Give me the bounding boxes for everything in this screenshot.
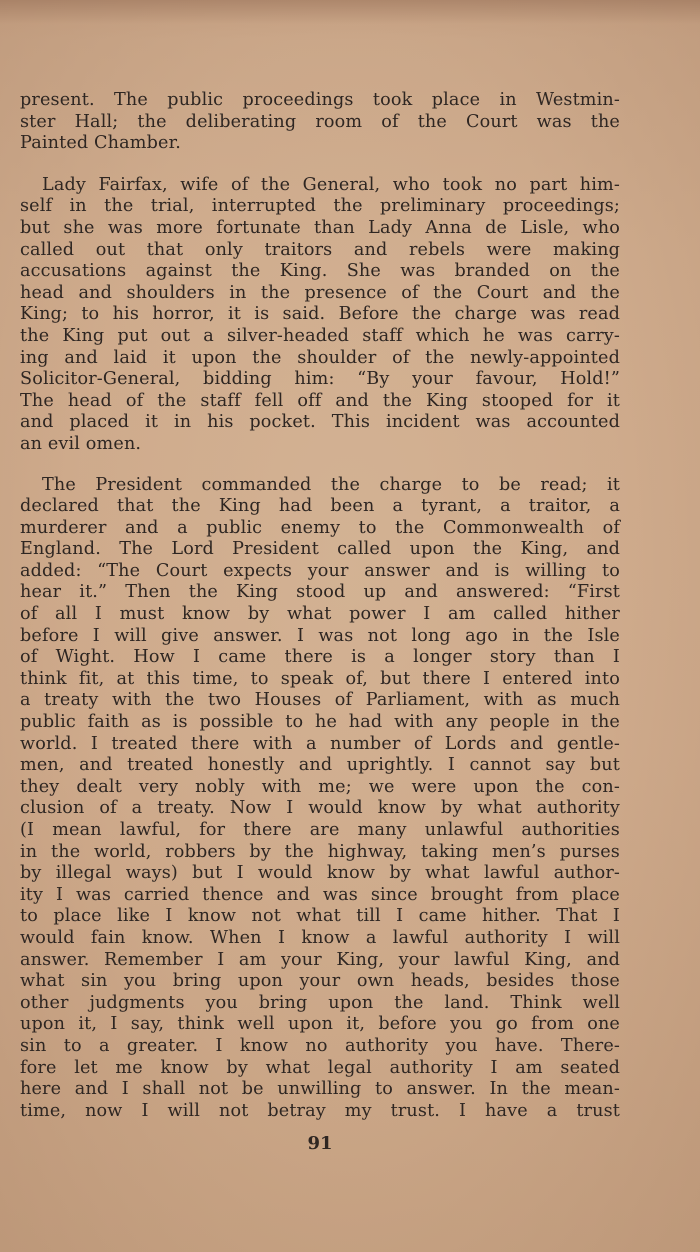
text-line: called out that only traitors and rebels were making bbox=[20, 239, 620, 260]
text-line: The head of the staff fell off and the King stooped for it bbox=[20, 390, 620, 411]
text-line: sin to a greater. I know no authority you have. There- bbox=[20, 1035, 620, 1056]
text-line: murderer and a public enemy to the Commonwealth of bbox=[20, 517, 620, 538]
text-line: The President commanded the charge to be read; it bbox=[42, 474, 620, 495]
text-line: before I will give answer. I was not long ago in the Isle bbox=[20, 625, 620, 646]
text-line: by illegal ways) but I would know by what lawful author- bbox=[20, 863, 620, 884]
text-line: England. The Lord President called upon the King, and bbox=[20, 539, 620, 560]
text-line: ing and laid it upon the shoulder of the newly-appointed bbox=[20, 347, 620, 368]
text-line: the King put out a silver-headed staff which he was carry- bbox=[20, 325, 620, 346]
text-line: time, now I will not betray my trust. I have a trust bbox=[20, 1100, 620, 1121]
text-line: of Wight. How I came there is a longer story than I bbox=[20, 647, 620, 668]
text-line: ster Hall; the deliberating room of the Court was the bbox=[20, 111, 620, 132]
text-line: of all I must know by what power I am called hither bbox=[20, 604, 620, 625]
paragraph-2 bbox=[20, 175, 620, 456]
page-number: 91 bbox=[307, 1133, 333, 1154]
paragraph-1 bbox=[20, 90, 620, 155]
text-line: self in the trial, interrupted the preliminary proceedings; bbox=[20, 196, 620, 217]
text-line: Lady Fairfax, wife of the General, who took no part him- bbox=[42, 174, 620, 195]
text-line: (I mean lawful, for there are many unlawful authorities bbox=[20, 820, 620, 840]
text-line: a treaty with the two Houses of Parliament, with as much bbox=[20, 690, 620, 711]
text-line: would fain know. When I know a lawful authority I will bbox=[20, 927, 620, 948]
text-line: other judgments you bring upon the land. Think well bbox=[20, 992, 620, 1013]
text-line: declared that the King had been a tyrant, a traitor, a bbox=[20, 496, 620, 517]
text-line: fore let me know by what legal authority I am seated bbox=[20, 1057, 620, 1078]
text-line: an evil omen. bbox=[20, 433, 142, 454]
text-line: hear it.” Then the King stood up and answered: “First bbox=[20, 582, 620, 603]
text-line: to place like I know not what till I came hither. That I bbox=[20, 906, 620, 927]
text-line: they dealt very nobly with me; we were upon the con- bbox=[20, 776, 620, 797]
text-line: ity I was carried thence and was since brought from place bbox=[20, 884, 620, 905]
text-line: think fit, at this time, to speak of, but there I entered into bbox=[20, 668, 620, 689]
text-line: but she was more fortunate than Lady Anna de Lisle, who bbox=[20, 217, 620, 238]
text-line: in the world, robbers by the highway, taking men’s purses bbox=[20, 841, 620, 862]
text-line: Painted Chamber. bbox=[20, 133, 181, 154]
text-line: Solicitor-General, bidding him: “By your favour, Hold!” bbox=[20, 369, 620, 390]
text-line: here and I shall not be unwilling to answer. In the mean- bbox=[20, 1079, 620, 1100]
text-line: and placed it in his pocket. This incident was accounted bbox=[20, 412, 620, 433]
page-top-edge bbox=[0, 0, 700, 40]
text-line: world. I treated there with a number of Lords and gentle- bbox=[20, 733, 620, 754]
body-text bbox=[20, 90, 620, 1122]
text-line: King; to his horror, it is said. Before the charge was read bbox=[20, 304, 620, 325]
text-line: clusion of a treaty. Now I would know by what authority bbox=[20, 798, 620, 819]
text-line: public faith as is possible to he had with any people in the bbox=[20, 712, 620, 733]
paragraph-3 bbox=[20, 475, 620, 1123]
text-line: head and shoulders in the presence of the Court and the bbox=[20, 282, 620, 303]
text-line: men, and treated honestly and uprightly. I cannot say but bbox=[20, 755, 620, 776]
text-line: upon it, I say, think well upon it, before you go from one bbox=[20, 1014, 620, 1035]
text-line: present. The public proceedings took place in Westmin- bbox=[20, 90, 620, 110]
text-line: what sin you bring upon your own heads, besides those bbox=[20, 971, 620, 992]
text-line: accusations against the King. She was branded on the bbox=[20, 261, 620, 282]
text-line: answer. Remember I am your King, your lawful King, and bbox=[20, 949, 620, 970]
text-line: added: “The Court expects your answer and is willing to bbox=[20, 560, 620, 581]
